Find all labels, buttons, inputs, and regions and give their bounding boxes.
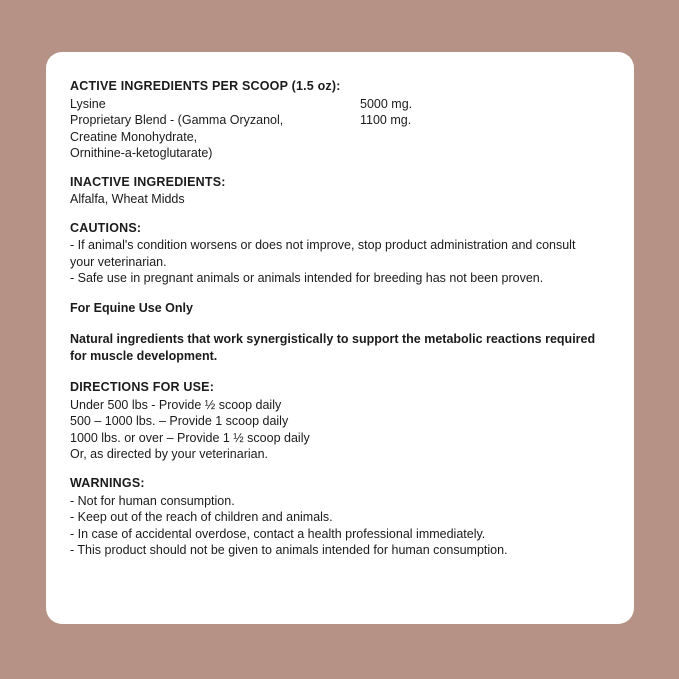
- cautions-section: [70, 221, 610, 287]
- directions-line: Or, as directed by your veterinarian.: [70, 447, 269, 462]
- warnings-line: - Keep out of the reach of children and animals.: [70, 510, 333, 524]
- ingredient-row: [70, 129, 610, 146]
- cautions-line: - If animal's condition worsens or does not improve, stop product administration and consult: [70, 238, 576, 253]
- directions-line: 1000 lbs. or over – Provide 1 ½ scoop daily: [70, 430, 310, 445]
- directions-line: Under 500 lbs - Provide ½ scoop daily: [70, 397, 282, 412]
- supplement-label-card: [46, 52, 634, 624]
- warnings-section: [70, 476, 610, 559]
- equine-use-text: For Equine Use Only: [70, 300, 193, 315]
- ingredient-row: [70, 96, 610, 113]
- ingredient-name: Lysine: [70, 96, 106, 111]
- inactive-ingredients-text: Alfalfa, Wheat Midds: [70, 192, 185, 207]
- warnings-heading: WARNINGS:: [70, 475, 145, 490]
- warnings-line: - In case of accidental overdose, contact a health professional immediately.: [70, 526, 486, 541]
- ingredient-amount: 5000 mg.: [360, 96, 413, 111]
- inactive-ingredients-section: [70, 175, 610, 208]
- ingredient-row: [70, 112, 610, 129]
- active-ingredients-heading: ACTIVE INGREDIENTS PER SCOOP (1.5 oz):: [70, 79, 341, 93]
- ingredient-name: Proprietary Blend - (Gamma Oryzanol,: [70, 113, 284, 128]
- equine-use-statement: [70, 300, 610, 317]
- cautions-heading: CAUTIONS:: [70, 220, 142, 235]
- ingredient-amount: 1100 mg.: [360, 113, 412, 128]
- ingredient-name: Ornithine-a-ketoglutarate): [70, 146, 213, 161]
- ingredient-row: [70, 145, 610, 162]
- synergy-statement: [70, 331, 610, 366]
- cautions-line: - Safe use in pregnant animals or animals intended for breeding has not been proven.: [70, 271, 544, 286]
- ingredient-name: Creatine Monohydrate,: [70, 129, 198, 144]
- directions-heading: DIRECTIONS FOR USE:: [70, 380, 215, 395]
- active-ingredients-section: [70, 79, 610, 162]
- cautions-line: your veterinarian.: [70, 254, 167, 269]
- warnings-line: - Not for human consumption.: [70, 493, 235, 508]
- inactive-ingredients-heading: INACTIVE INGREDIENTS:: [70, 174, 226, 189]
- directions-section: [70, 380, 610, 463]
- warnings-line: - This product should not be given to animals intended for human consumption.: [70, 543, 508, 557]
- synergy-line: Natural ingredients that work synergistically to support the metabolic reactions required: [70, 331, 596, 346]
- synergy-line: for muscle development.: [70, 349, 218, 363]
- directions-line: 500 – 1000 lbs. – Provide 1 scoop daily: [70, 414, 289, 429]
